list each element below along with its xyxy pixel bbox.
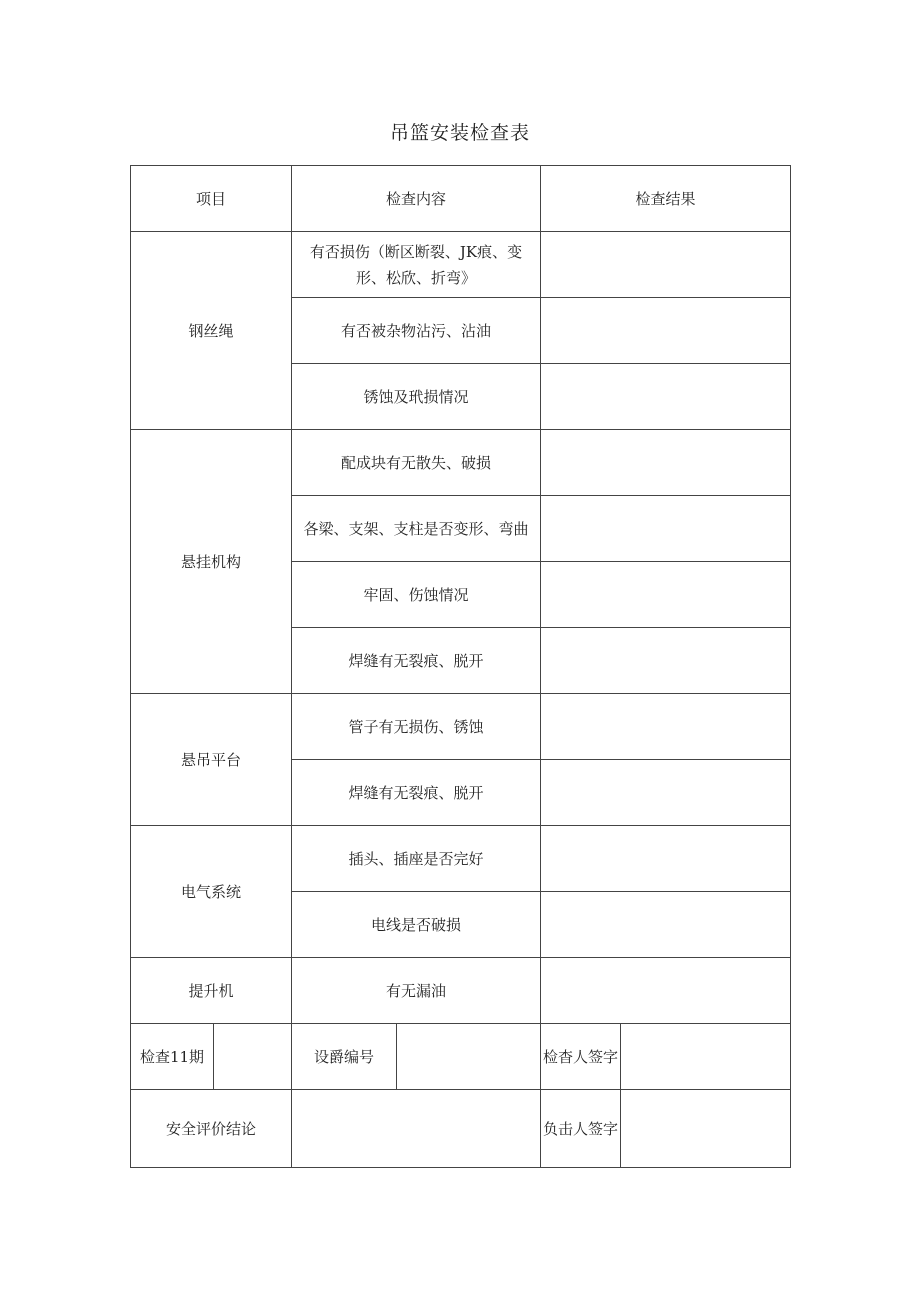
section-name: 悬挂机构 (131, 430, 292, 694)
check-result-cell[interactable] (541, 958, 791, 1024)
check-result-cell[interactable] (541, 232, 791, 298)
check-result-cell[interactable] (541, 364, 791, 430)
check-content: 焊缝有无裂痕、脱开 (292, 760, 541, 826)
check-content: 管子有无损伤、锈蚀 (292, 694, 541, 760)
check-date-label: 检查11期 (131, 1024, 214, 1090)
footer-row-date (131, 1024, 791, 1090)
section-name: 悬吊平台 (131, 694, 292, 826)
responsible-sign-field[interactable] (621, 1090, 791, 1168)
check-content: 有无漏油 (292, 958, 541, 1024)
check-result-cell[interactable] (541, 826, 791, 892)
check-result-cell[interactable] (541, 496, 791, 562)
responsible-sign-label: 负击人签字 (541, 1090, 621, 1168)
section-name: 提升机 (131, 958, 292, 1024)
table-row (131, 694, 791, 760)
header-item: 项目 (131, 166, 292, 232)
header-content: 检查内容 (292, 166, 541, 232)
check-content: 各梁、支架、支柱是否变形、弯曲 (292, 496, 541, 562)
page-title: 吊篮安装检查表 (389, 122, 530, 144)
table-header-row (131, 166, 791, 232)
check-content: 有否损伤（断区断裂、JK痕、变形、松欣、折弯》 (292, 232, 541, 298)
equipment-no-field[interactable] (397, 1024, 541, 1090)
check-result-cell[interactable] (541, 694, 791, 760)
check-content: 电线是否破损 (292, 892, 541, 958)
check-result-cell[interactable] (541, 628, 791, 694)
safety-conclusion-label: 安全评价结论 (131, 1090, 292, 1168)
check-result-cell[interactable] (541, 562, 791, 628)
section-name: 钢丝绳 (131, 232, 292, 430)
check-content: 有否被杂物沾污、沾油 (292, 298, 541, 364)
check-result-cell[interactable] (541, 298, 791, 364)
section-name: 电气系统 (131, 826, 292, 958)
check-date-field[interactable] (214, 1024, 292, 1090)
table-row (131, 232, 791, 298)
check-content: 插头、插座是否完好 (292, 826, 541, 892)
table-row (131, 826, 791, 892)
check-content: 配成块有无散失、破损 (292, 430, 541, 496)
safety-conclusion-field[interactable] (292, 1090, 541, 1168)
inspection-table (130, 165, 791, 1168)
check-content: 牢固、伤蚀情况 (292, 562, 541, 628)
table-row (131, 430, 791, 496)
check-content: 焊缝有无裂痕、脱开 (292, 628, 541, 694)
header-result: 检查结果 (541, 166, 791, 232)
footer-row-conclusion (131, 1090, 791, 1168)
check-result-cell[interactable] (541, 892, 791, 958)
check-result-cell[interactable] (541, 430, 791, 496)
inspector-sign-field[interactable] (621, 1024, 791, 1090)
inspector-sign-label: 检杳人签字 (541, 1024, 621, 1090)
table-row (131, 958, 791, 1024)
equipment-no-label: 设爵编号 (292, 1024, 397, 1090)
check-result-cell[interactable] (541, 760, 791, 826)
check-content: 锈蚀及玳损情况 (292, 364, 541, 430)
